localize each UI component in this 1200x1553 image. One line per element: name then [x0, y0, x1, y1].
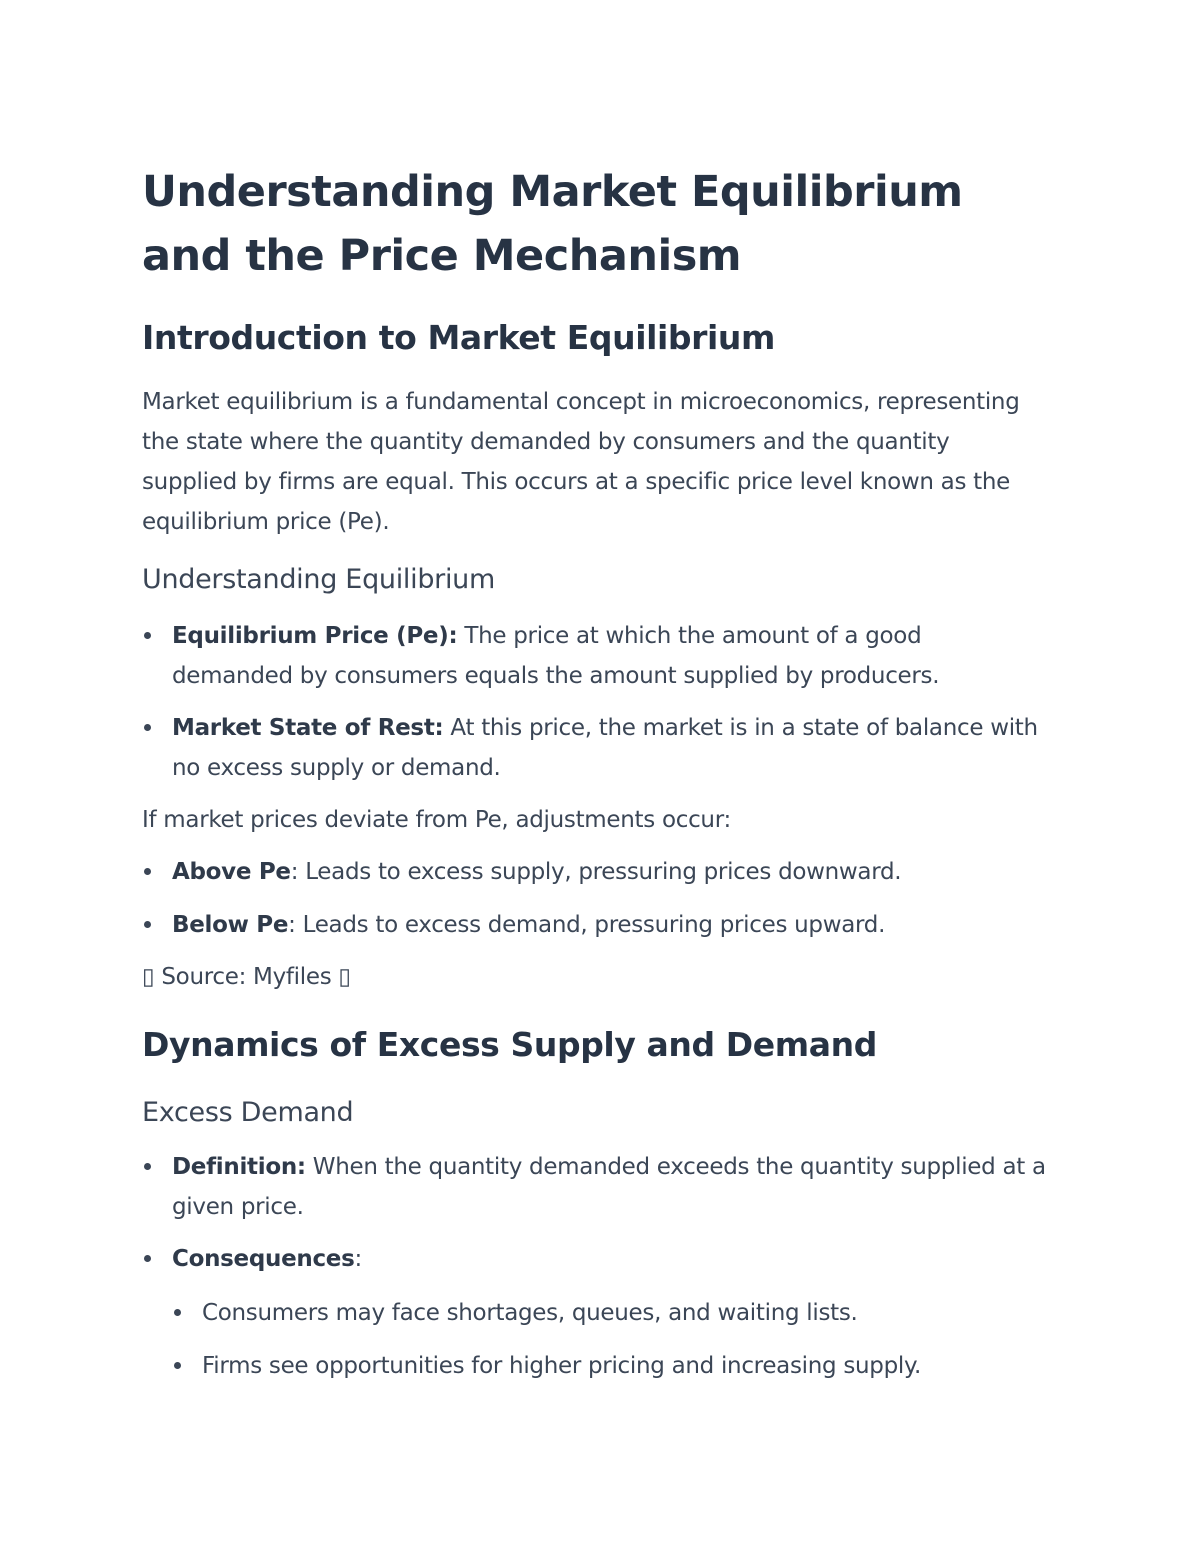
bullet-icon: [144, 724, 151, 731]
section-heading-dynamics: Dynamics of Excess Supply and Demand: [142, 1025, 877, 1064]
section-heading-introduction: Introduction to Market Equilibrium: [142, 318, 776, 357]
list-item-term: Above Pe: [172, 859, 291, 885]
list-item-text: Consumers may face shortages, queues, and waiting lists.: [202, 1300, 858, 1326]
list-item-text: :: [354, 1246, 362, 1272]
bullet-icon: [174, 1362, 181, 1369]
list-item-term: Equilibrium Price (Pe):: [172, 623, 458, 649]
list-item: [142, 616, 1042, 696]
consequences-list: [172, 1293, 1072, 1386]
document-page: [142, 160, 1072, 1386]
intro-paragraph: Market equilibrium is a fundamental concept in microeconomics, representing the state where the quantity demanded by consumers and the quantity supplied by firms are equal. This occurs at a specific price level known as the equilibrium price (Pe).: [142, 389, 1020, 535]
equilibrium-list: [142, 616, 1072, 788]
list-item-term: Definition:: [172, 1154, 306, 1180]
list-item-term: Market State of Rest:: [172, 715, 444, 741]
list-item: [172, 1293, 1072, 1333]
subheading-excess-demand: Excess Demand: [142, 1097, 354, 1128]
list-item-text: When the quantity demanded exceeds the quantity supplied at a given price.: [172, 1154, 1046, 1220]
subheading-understanding-equilibrium: Understanding Equilibrium: [142, 564, 495, 595]
page-title: Understanding Market Equilibrium and the Price Mechanism: [142, 167, 963, 281]
adjustment-list: [142, 852, 1072, 945]
excess-demand-list: [142, 1147, 1072, 1279]
list-item: [142, 708, 1052, 788]
list-item: [142, 1239, 1072, 1279]
bullet-icon: [174, 1309, 181, 1316]
list-item: [142, 852, 1072, 892]
list-item-term: Consequences: [172, 1246, 355, 1272]
bullet-icon: [144, 632, 151, 639]
list-item-text: The price at which the amount of a good demanded by consumers equals the amount supplied by producers.: [172, 623, 940, 689]
list-item-text: Firms see opportunities for higher pricing and increasing supply.: [202, 1353, 922, 1379]
list-item: [142, 1147, 1072, 1227]
list-item-text: : Leads to excess supply, pressuring prices downward.: [290, 859, 902, 885]
list-item-term: Below Pe: [172, 912, 289, 938]
bullet-icon: [144, 1163, 151, 1170]
adjustment-intro: If market prices deviate from Pe, adjustments occur:: [142, 807, 731, 833]
source-note: ▯ Source: Myfiles ▯: [142, 964, 351, 990]
bullet-icon: [144, 921, 151, 928]
list-item-text: : Leads to excess demand, pressuring prices upward.: [288, 912, 886, 938]
bullet-icon: [144, 868, 151, 875]
list-item: [142, 905, 1072, 945]
bullet-icon: [144, 1255, 151, 1262]
list-item-text: At this price, the market is in a state of balance with no excess supply or demand.: [172, 715, 1038, 781]
list-item: [172, 1346, 1072, 1386]
